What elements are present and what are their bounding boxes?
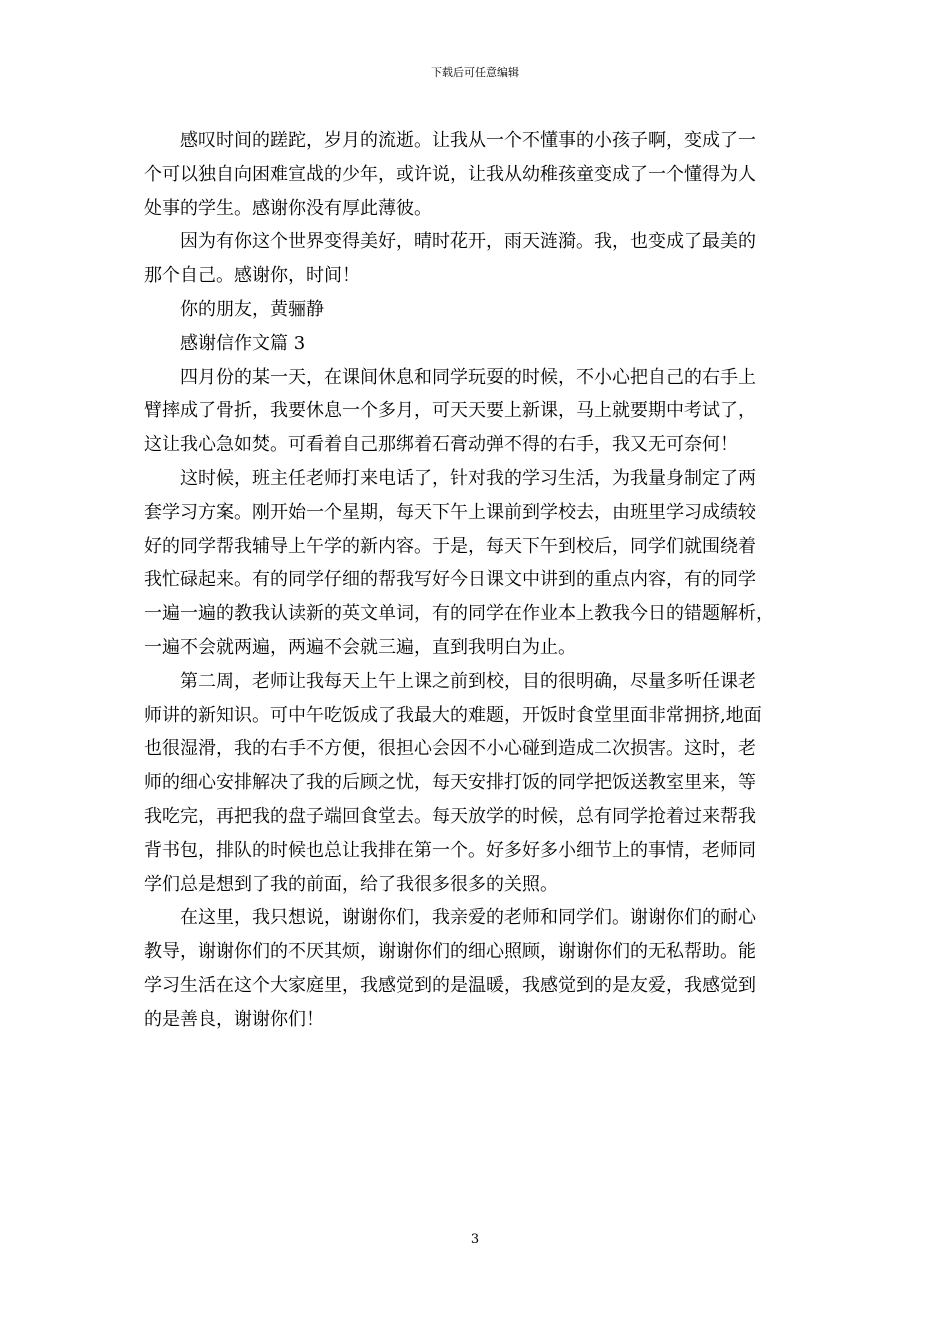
text-line: 套学习方案。刚开始一个星期，每天下午上课前到学校去，由班里学习成绩较 (144, 501, 756, 523)
text-line: 也很湿滑，我的右手不方便，很担心会因不小心碰到造成二次损害。这时，老 (144, 738, 756, 760)
text-line: 个可以独自向困难宣战的少年，或许说，让我从幼稚孩童变成了一个懂得为人 (144, 163, 756, 185)
paragraph-study-plan (144, 462, 812, 665)
text-line: 在这里，我只想说，谢谢你们，我亲爱的老师和同学们。谢谢你们的耐心 (180, 907, 756, 929)
text-line: 第二周，老师让我每天上午上课之前到校，目的很明确，尽量多听任课老 (180, 670, 756, 692)
text-line: 你的朋友，黄骊静 (180, 298, 324, 320)
page-header: 下载后可任意编辑 (431, 66, 519, 79)
signature-line (144, 293, 812, 327)
text-line: 臂摔成了骨折，我要休息一个多月，可天天要上新课，马上就要期中考试了， (144, 400, 756, 422)
text-line: 感叹时间的蹉跎，岁月的流逝。让我从一个不懂事的小孩子啊，变成了一 (180, 130, 756, 151)
text-line: 一遍一遍的教我认读新的英文单词，有的同学在作业本上教我今日的错题解析， (144, 603, 774, 625)
text-line: 的是善良，谢谢你们！ (144, 1008, 324, 1030)
text-line: 我吃完，再把我的盘子端回食堂去。每天放学的时候，总有同学抢着过来帮我 (144, 805, 756, 827)
document-body (144, 124, 812, 1037)
text-line: 一遍不会就两遍，两遍不会就三遍，直到我明白为止。 (144, 636, 576, 658)
text-line: 那个自己。感谢你，时间！ (144, 265, 360, 287)
text-line: 教导，谢谢你们的不厌其烦，谢谢你们的细心照顾，谢谢你们的无私帮助。能 (144, 941, 756, 963)
text-line: 这让我心急如焚。可看着自己那绑着石膏动弹不得的右手，我又无可奈何！ (144, 434, 738, 456)
text-line: 好的同学帮我辅导上午学的新内容。于是，每天下午到校后，同学们就围绕着 (144, 535, 756, 557)
paragraph-injury (144, 361, 812, 462)
text-line: 这时候，班主任老师打来电话了，针对我的学习生活，为我量身制定了两 (180, 467, 756, 489)
text-line: 因为有你这个世界变得美好，晴时花开，雨天涟漪。我，也变成了最美的 (180, 231, 756, 253)
text-line: 感谢信作文篇 3 (180, 332, 306, 354)
text-line: 师讲的新知识。可中午吃饭成了我最大的难题，开饭时食堂里面非常拥挤,地面 (144, 704, 762, 726)
text-line: 学们总是想到了我的前面，给了我很多很多的关照。 (144, 873, 558, 895)
paragraph-thanks-time (144, 225, 812, 293)
text-line: 学习生活在这个大家庭里，我感觉到的是温暖，我感觉到的是友爱，我感觉到 (144, 974, 756, 996)
text-line: 四月份的某一天，在课间休息和同学玩耍的时候，不小心把自己的右手上 (180, 366, 756, 388)
paragraph-time-reflection (144, 124, 812, 225)
section-title (144, 327, 812, 361)
paragraph-second-week (144, 665, 812, 902)
paragraph-gratitude (144, 901, 812, 1036)
text-line: 背书包，排队的时候也总让我排在第一个。好多好多小细节上的事情，老师同 (144, 839, 756, 861)
text-line: 我忙碌起来。有的同学仔细的帮我写好今日课文中讲到的重点内容，有的同学 (144, 569, 756, 591)
page-number: 3 (470, 1232, 480, 1247)
text-line: 处事的学生。感谢你没有厚此薄彼。 (144, 197, 432, 219)
text-line: 师的细心安排解决了我的后顾之忧，每天安排打饭的同学把饭送教室里来，等 (144, 772, 756, 794)
